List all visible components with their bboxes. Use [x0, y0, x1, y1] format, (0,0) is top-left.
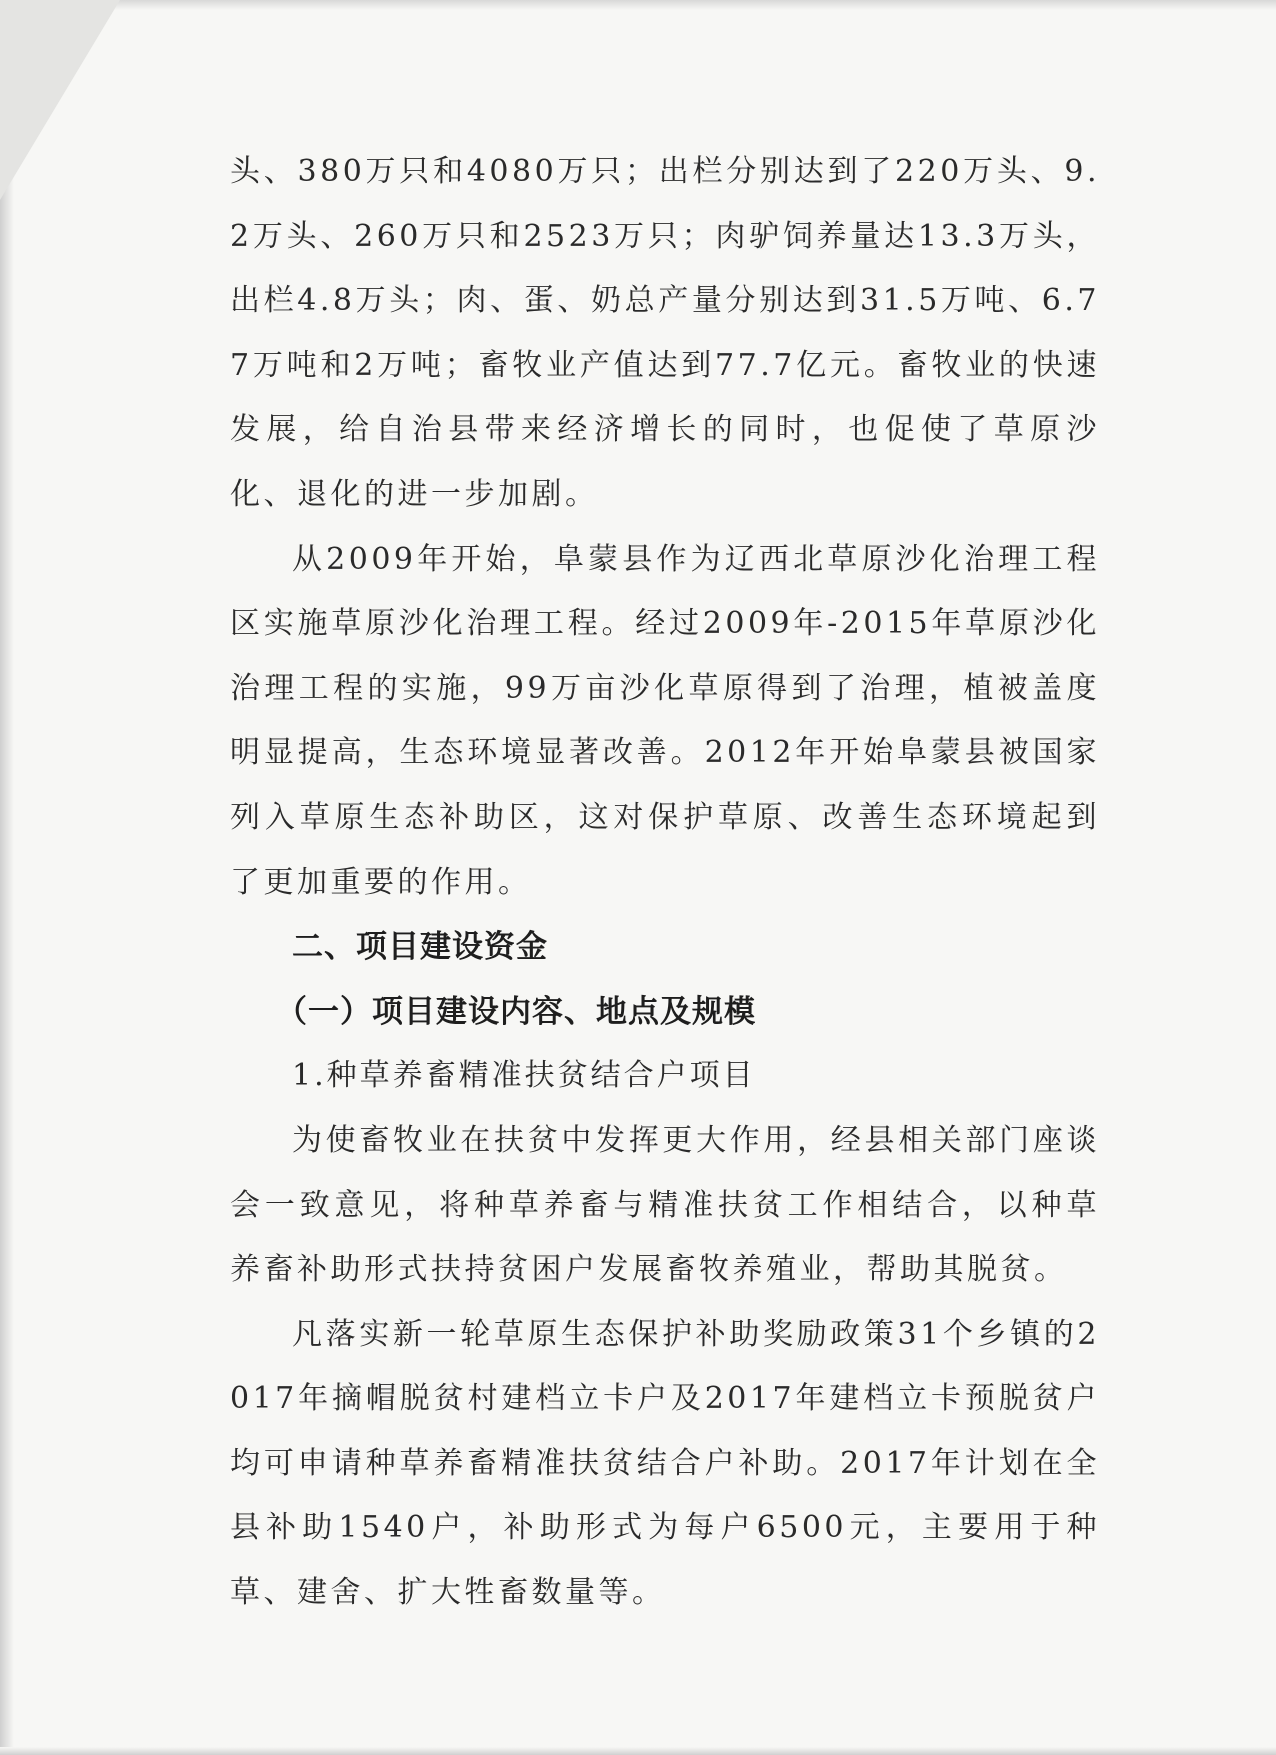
paragraph-subsidy-eligibility: 凡落实新一轮草原生态保护补助奖励政策31个乡镇的2017年摘帽脱贫村建档立卡户及2017年建档立卡预脱贫户均可申请种草养畜精准扶贫结合户补助。2017年计划在全县补助1540户，补助形式为每户6500元，主要用于种草、建舍、扩大牲畜数量等。 [230, 1316, 1100, 1611]
paragraph-poverty-alleviation-purpose: 为使畜牧业在扶贫中发挥更大作用，经县相关部门座谈会一致意见，将种草养畜与精准扶贫工作相结合，以种草养畜补助形式扶持贫困户发展畜牧养殖业，帮助其脱贫。 [230, 1122, 1100, 1288]
section-heading: 二、项目建设资金 [292, 929, 548, 966]
subsection-heading: （一）项目建设内容、地点及规模 [276, 993, 756, 1030]
paragraph-desertification-control: 从2009年开始，阜蒙县作为辽西北草原沙化治理工程区实施草原沙化治理工程。经过2009年-2015年草原沙化治理工程的实施，99万亩沙化草原得到了治理，植被盖度明显提高，生态环境显著改善。2012年开始阜蒙县被国家列入草原生态补助区，这对保护草原、改善生态环境起到了更加重要的作用。 [230, 541, 1100, 900]
item-title: 1.种草养畜精准扶贫结合户项目 [292, 1058, 756, 1094]
folded-corner [0, 0, 120, 200]
document-body [230, 140, 1100, 1626]
scan-left-edge [0, 0, 14, 1755]
scan-bottom-edge [0, 1747, 1276, 1755]
paragraph-livestock-output: 头、380万只和4080万只；出栏分别达到了220万头、9.2万头、260万只和2523万只；肉驴饲养量达13.3万头，出栏4.8万头；肉、蛋、奶总产量分别达到31.5万吨、6.77万吨和2万吨；畜牧业产值达到77.7亿元。畜牧业的快速发展，给自治县带来经济增长的同时，也促使了草原沙化、退化的进一步加剧。 [230, 154, 1100, 512]
scan-top-edge [0, 0, 1276, 10]
